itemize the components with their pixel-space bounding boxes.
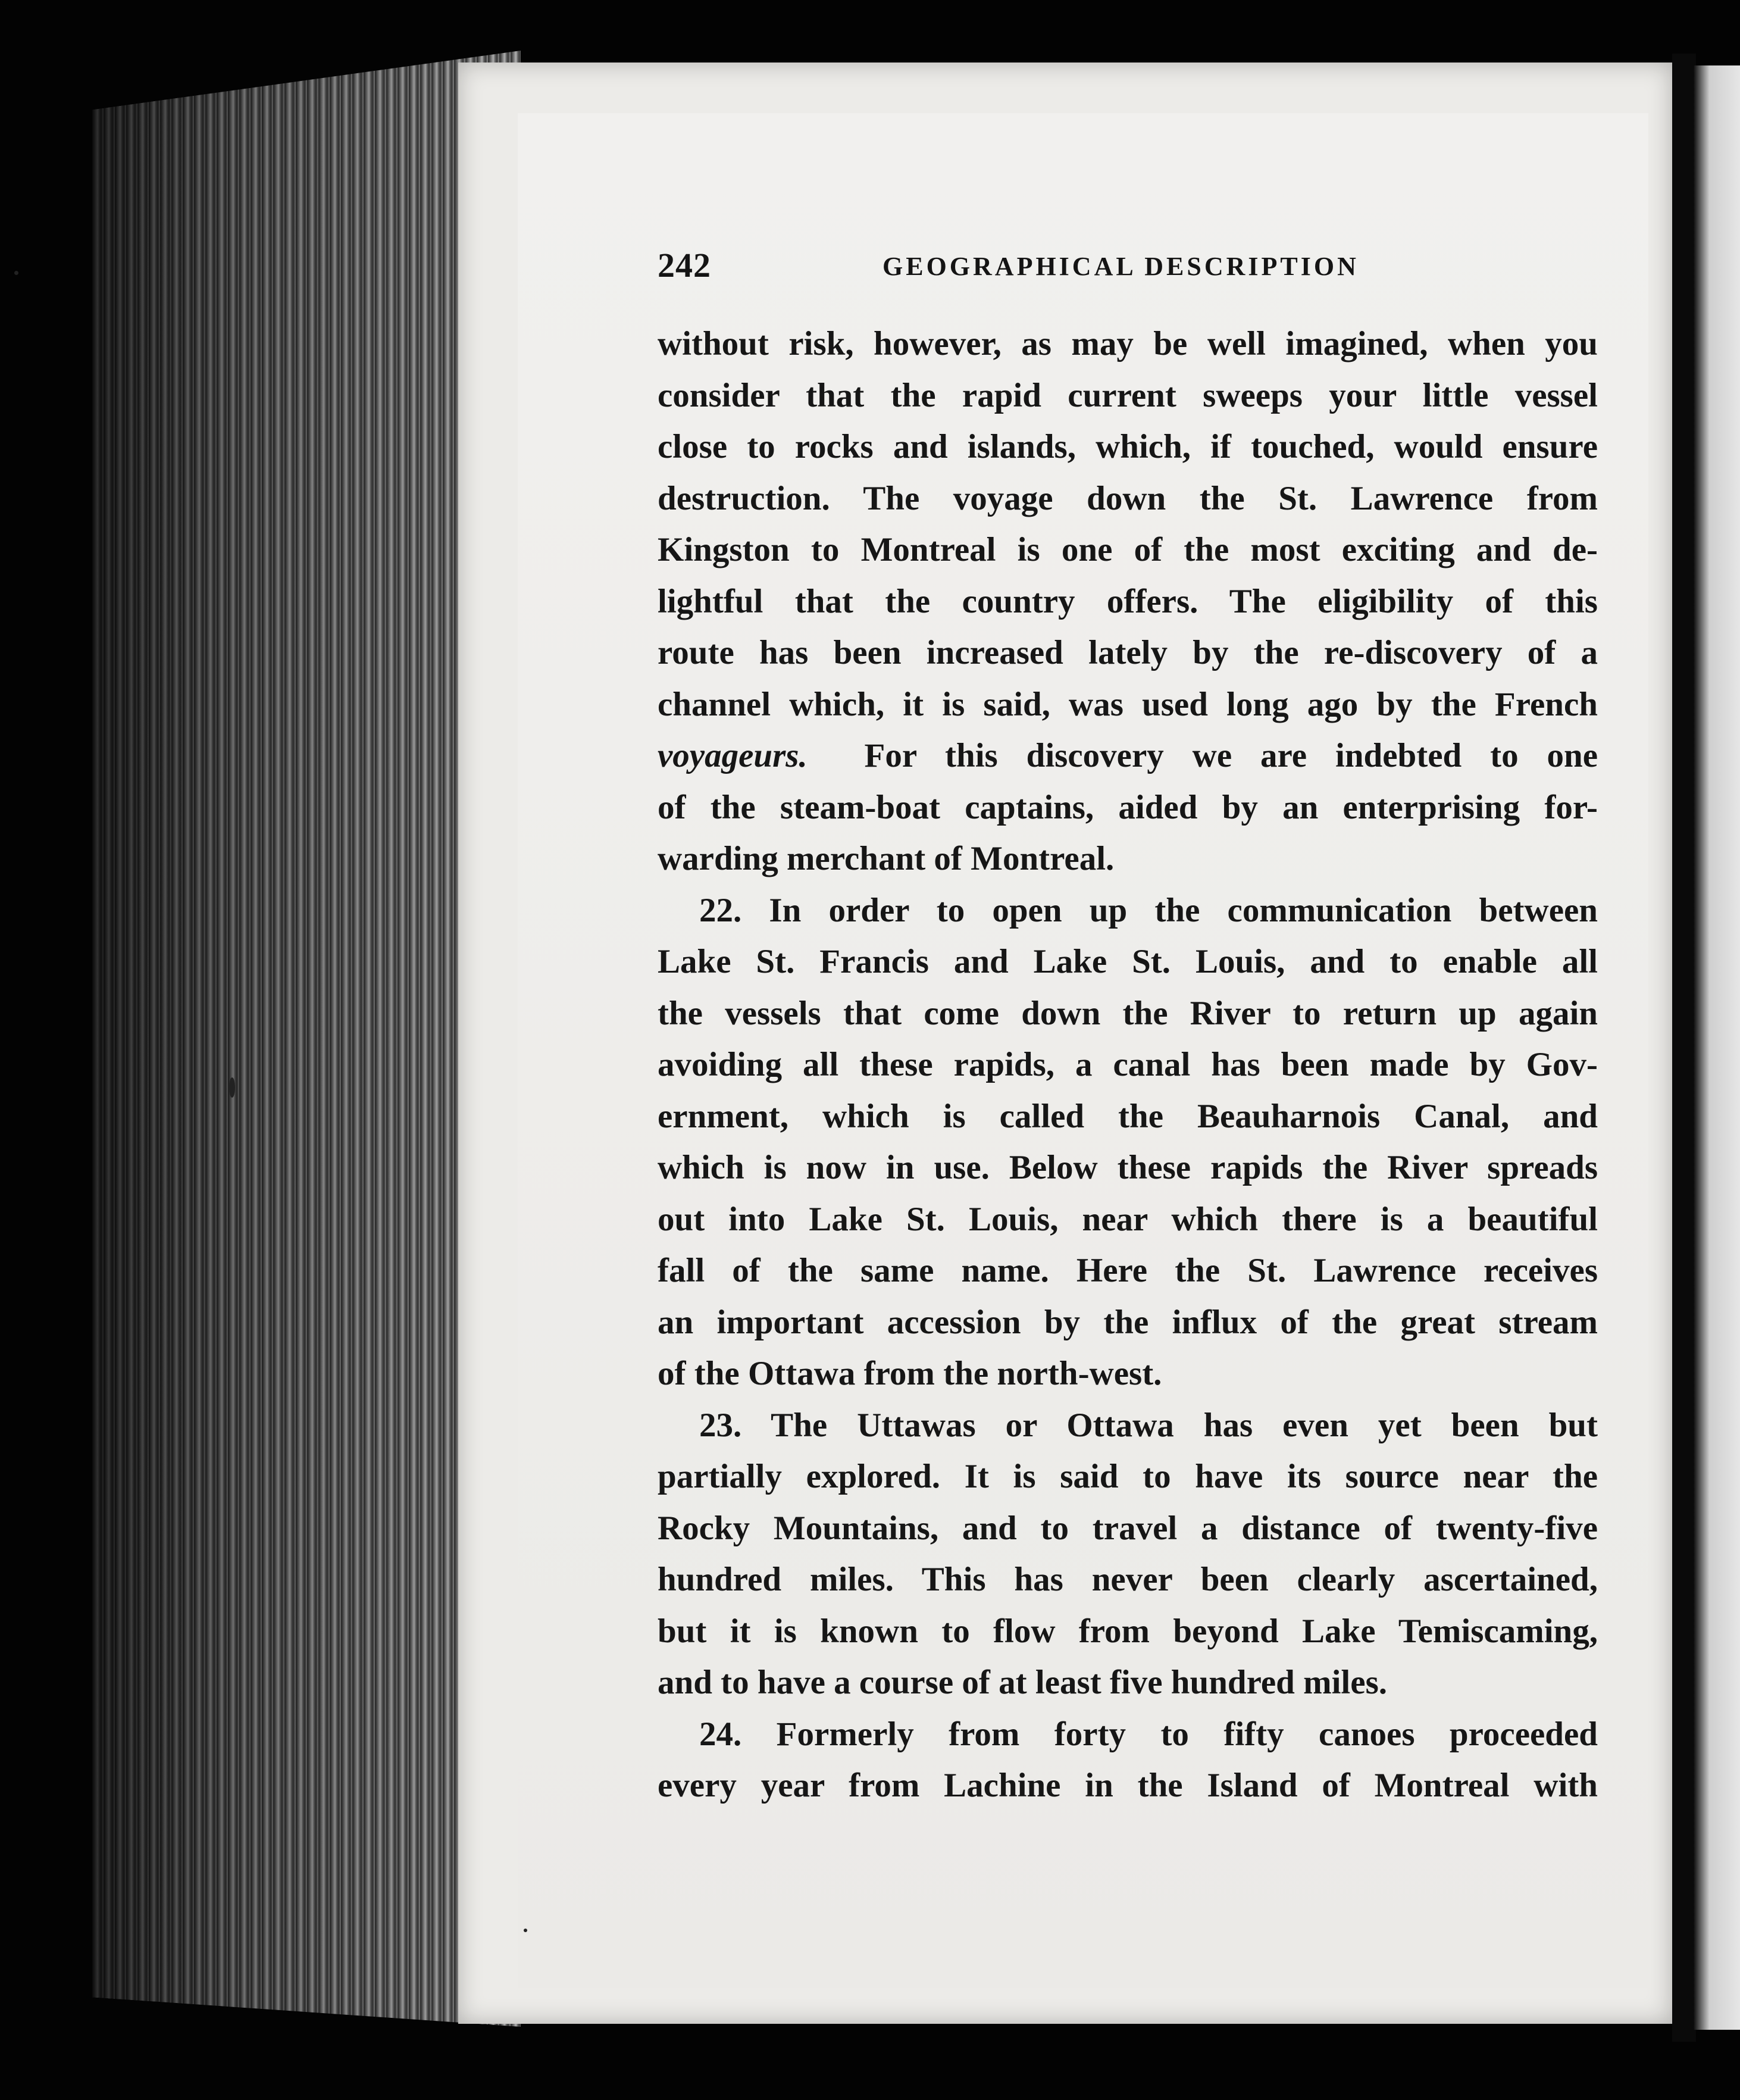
text-line: warding merchant of Montreal.	[658, 840, 1115, 877]
page-number: 242	[658, 246, 711, 285]
paragraph-22-line: ernment, which is called the Beauharnois Canal, and	[658, 1097, 1598, 1135]
text-line: channel which, it is said, was used long ago by the French	[658, 685, 1598, 723]
text-line: route has been increased lately by the re-discovery of a	[658, 634, 1598, 671]
paragraph-24-line: 24. Formerly from forty to fifty canoes proceeded	[699, 1715, 1598, 1753]
text-line: destruction. The voyage down the St. Lawrence from	[658, 479, 1598, 517]
paragraph-22-line: of the Ottawa from the north-west.	[658, 1355, 1162, 1392]
text-line: lightful that the country offers. The eligibility of this	[658, 582, 1598, 620]
scan-speck	[524, 1929, 527, 1932]
text-line: close to rocks and islands, which, if touched, would ensure	[658, 428, 1598, 465]
page-edges-shadow	[92, 51, 521, 2027]
paragraph-23-line: 23. The Uttawas or Ottawa has even yet been but	[699, 1406, 1598, 1444]
paragraph-22-line: fall of the same name. Here the St. Lawrence receives	[658, 1252, 1598, 1289]
paragraph-23-line: and to have a course of at least five hundred miles.	[658, 1664, 1388, 1701]
running-head	[658, 245, 1372, 287]
text-line-rest: For this discovery we are indebted to one	[864, 737, 1598, 774]
gutter-gap	[1672, 54, 1696, 2042]
running-head-title: GEOGRAPHICAL DESCRIPTION	[882, 252, 1359, 281]
paragraph-22-line: 22. In order to open up the communication between	[699, 891, 1598, 929]
paragraph-23-line: partially explored. It is said to have its source near the	[658, 1458, 1598, 1495]
body-text	[658, 318, 1598, 1812]
paragraph-24-line: every year from Lachine in the Island of Montreal with	[658, 1767, 1598, 1804]
text-line: consider that the rapid current sweeps your little vessel	[658, 376, 1598, 414]
text-line	[658, 730, 1598, 782]
paragraph-22-line: Lake St. Francis and Lake St. Louis, and to enable all	[658, 943, 1598, 980]
scan-speck	[14, 271, 18, 275]
paragraph-23-line: Rocky Mountains, and to travel a distance of twenty-five	[658, 1509, 1598, 1547]
paragraph-23-line: but it is known to flow from beyond Lake Temiscaming,	[658, 1612, 1598, 1650]
paragraph-22-line: an important accession by the influx of the great stream	[658, 1303, 1598, 1341]
paragraph-22-line: avoiding all these rapids, a canal has been made by Gov-	[658, 1046, 1598, 1083]
paragraph-22-line: out into Lake St. Louis, near which there is a beautiful	[658, 1200, 1598, 1238]
italic-word: voyageurs.	[658, 737, 808, 774]
text-line: Kingston to Montreal is one of the most exciting and de-	[658, 531, 1598, 568]
facing-page-edge	[1693, 65, 1740, 2030]
paragraph-23-line: hundred miles. This has never been clearly ascertained,	[658, 1561, 1598, 1598]
text-line: without risk, however, as may be well imagined, when you	[658, 325, 1598, 362]
paragraph-22-line: which is now in use. Below these rapids the River spreads	[658, 1149, 1598, 1186]
scan-speck	[229, 1077, 235, 1098]
paragraph-22-line: the vessels that come down the River to return up again	[658, 994, 1598, 1032]
text-line: of the steam-boat captains, aided by an enterprising for-	[658, 788, 1598, 826]
